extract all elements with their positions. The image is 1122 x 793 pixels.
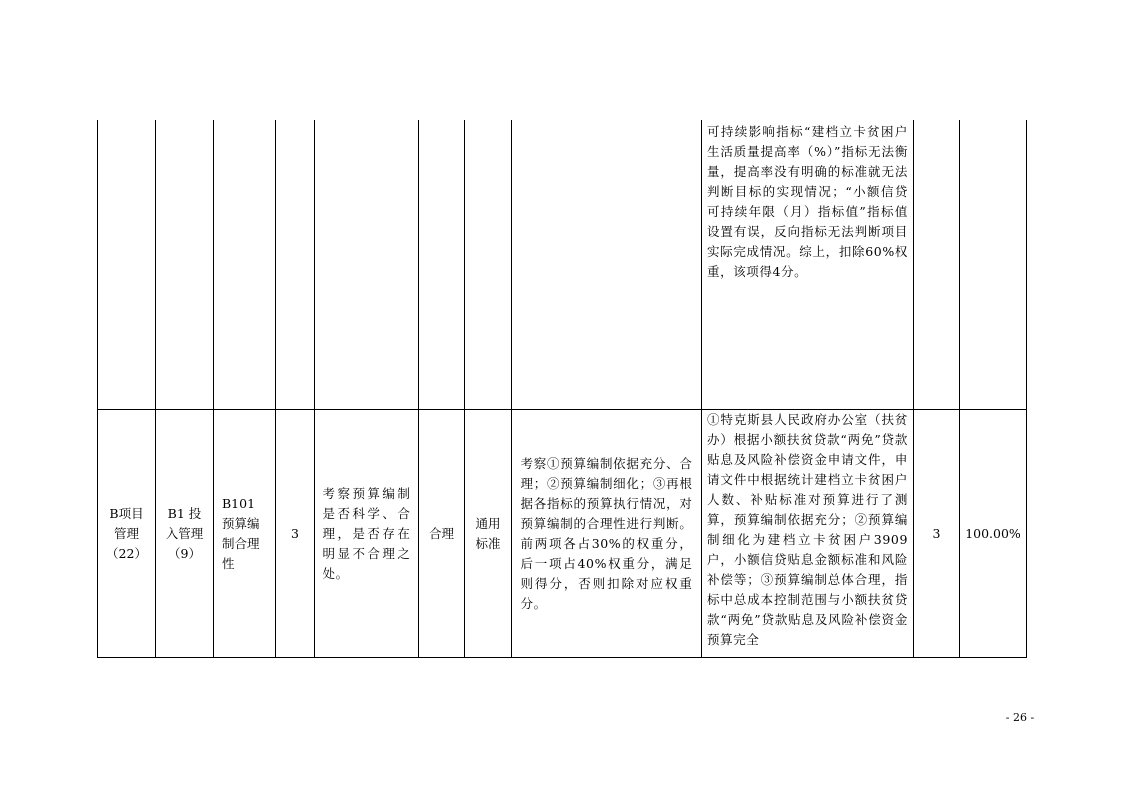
level1-line: 管理 [113,525,139,541]
indicator-description: 考察预算编制是否科学、合理，是否存在明显不合理之处。 [322,485,411,581]
level1-indicator [98,410,155,657]
level2-line: （9） [168,545,201,561]
table-bottom-border [97,657,1027,658]
weight-cell: 3 [291,525,299,541]
standard-cell: 合理 [428,525,454,541]
standard-type-line: 通用 [475,515,501,531]
score-analysis: ①特克斯县人民政府办公室（扶贫办）根据小额扶贫贷款“两免”贷款贴息及风险补偿资金申请文件，申请文件中根据统计建档立卡贫困户人数、补贴标准对预算进行了测算，预算编制依据充分；②预算编制细化为建档立卡贫困户3909户，小额信贷贴息金额标准和风险补偿等；③预算编制总体合理，指标中总成本控制范围与小额扶贫贷款“两免”贷款贴息及风险补偿资金预算完全 [707,412,908,647]
level3-line: B101 [222,495,256,511]
standard-type-cell [465,410,511,657]
level3-indicator [214,410,275,657]
level2-indicator [156,410,213,657]
col-line [1026,120,1027,658]
page-number: - 26 - [1005,711,1035,724]
score-cell: 3 [932,525,941,541]
col-line [701,120,702,658]
scoring-criteria: 考察①预算编制依据充分、合理；②预算编制细化；③再根据各指标的预算执行情况，对预算编制的合理性进行判断。前两项各占30%的权重分，后一项占40%权重分，满足则得分，否则扣除对应权重分。 [520,455,693,611]
level3-line: 制合理 [222,535,260,551]
score-rate-cell: 100.00% [965,525,1021,541]
level1-line: B项目 [109,505,144,521]
level2-line: B1 投 [167,505,202,521]
level3-line: 预算编 [222,515,260,531]
level2-line: 入管理 [165,525,204,541]
standard-type-line: 标准 [475,535,501,551]
level3-line: 性 [222,555,235,571]
score-analysis-continued: 可持续影响指标“建档立卡贫困户生活质量提高率（%）”指标无法衡量，提高率没有明确的标准就无法判断目标的实现情况；“小额信贷可持续年限（月）指标值”指标值设置有误，反向指标无法判断项目实际完成情况。综上，扣除60%权重，该项得4分。 [707,124,908,279]
level1-line: （22） [106,545,147,561]
